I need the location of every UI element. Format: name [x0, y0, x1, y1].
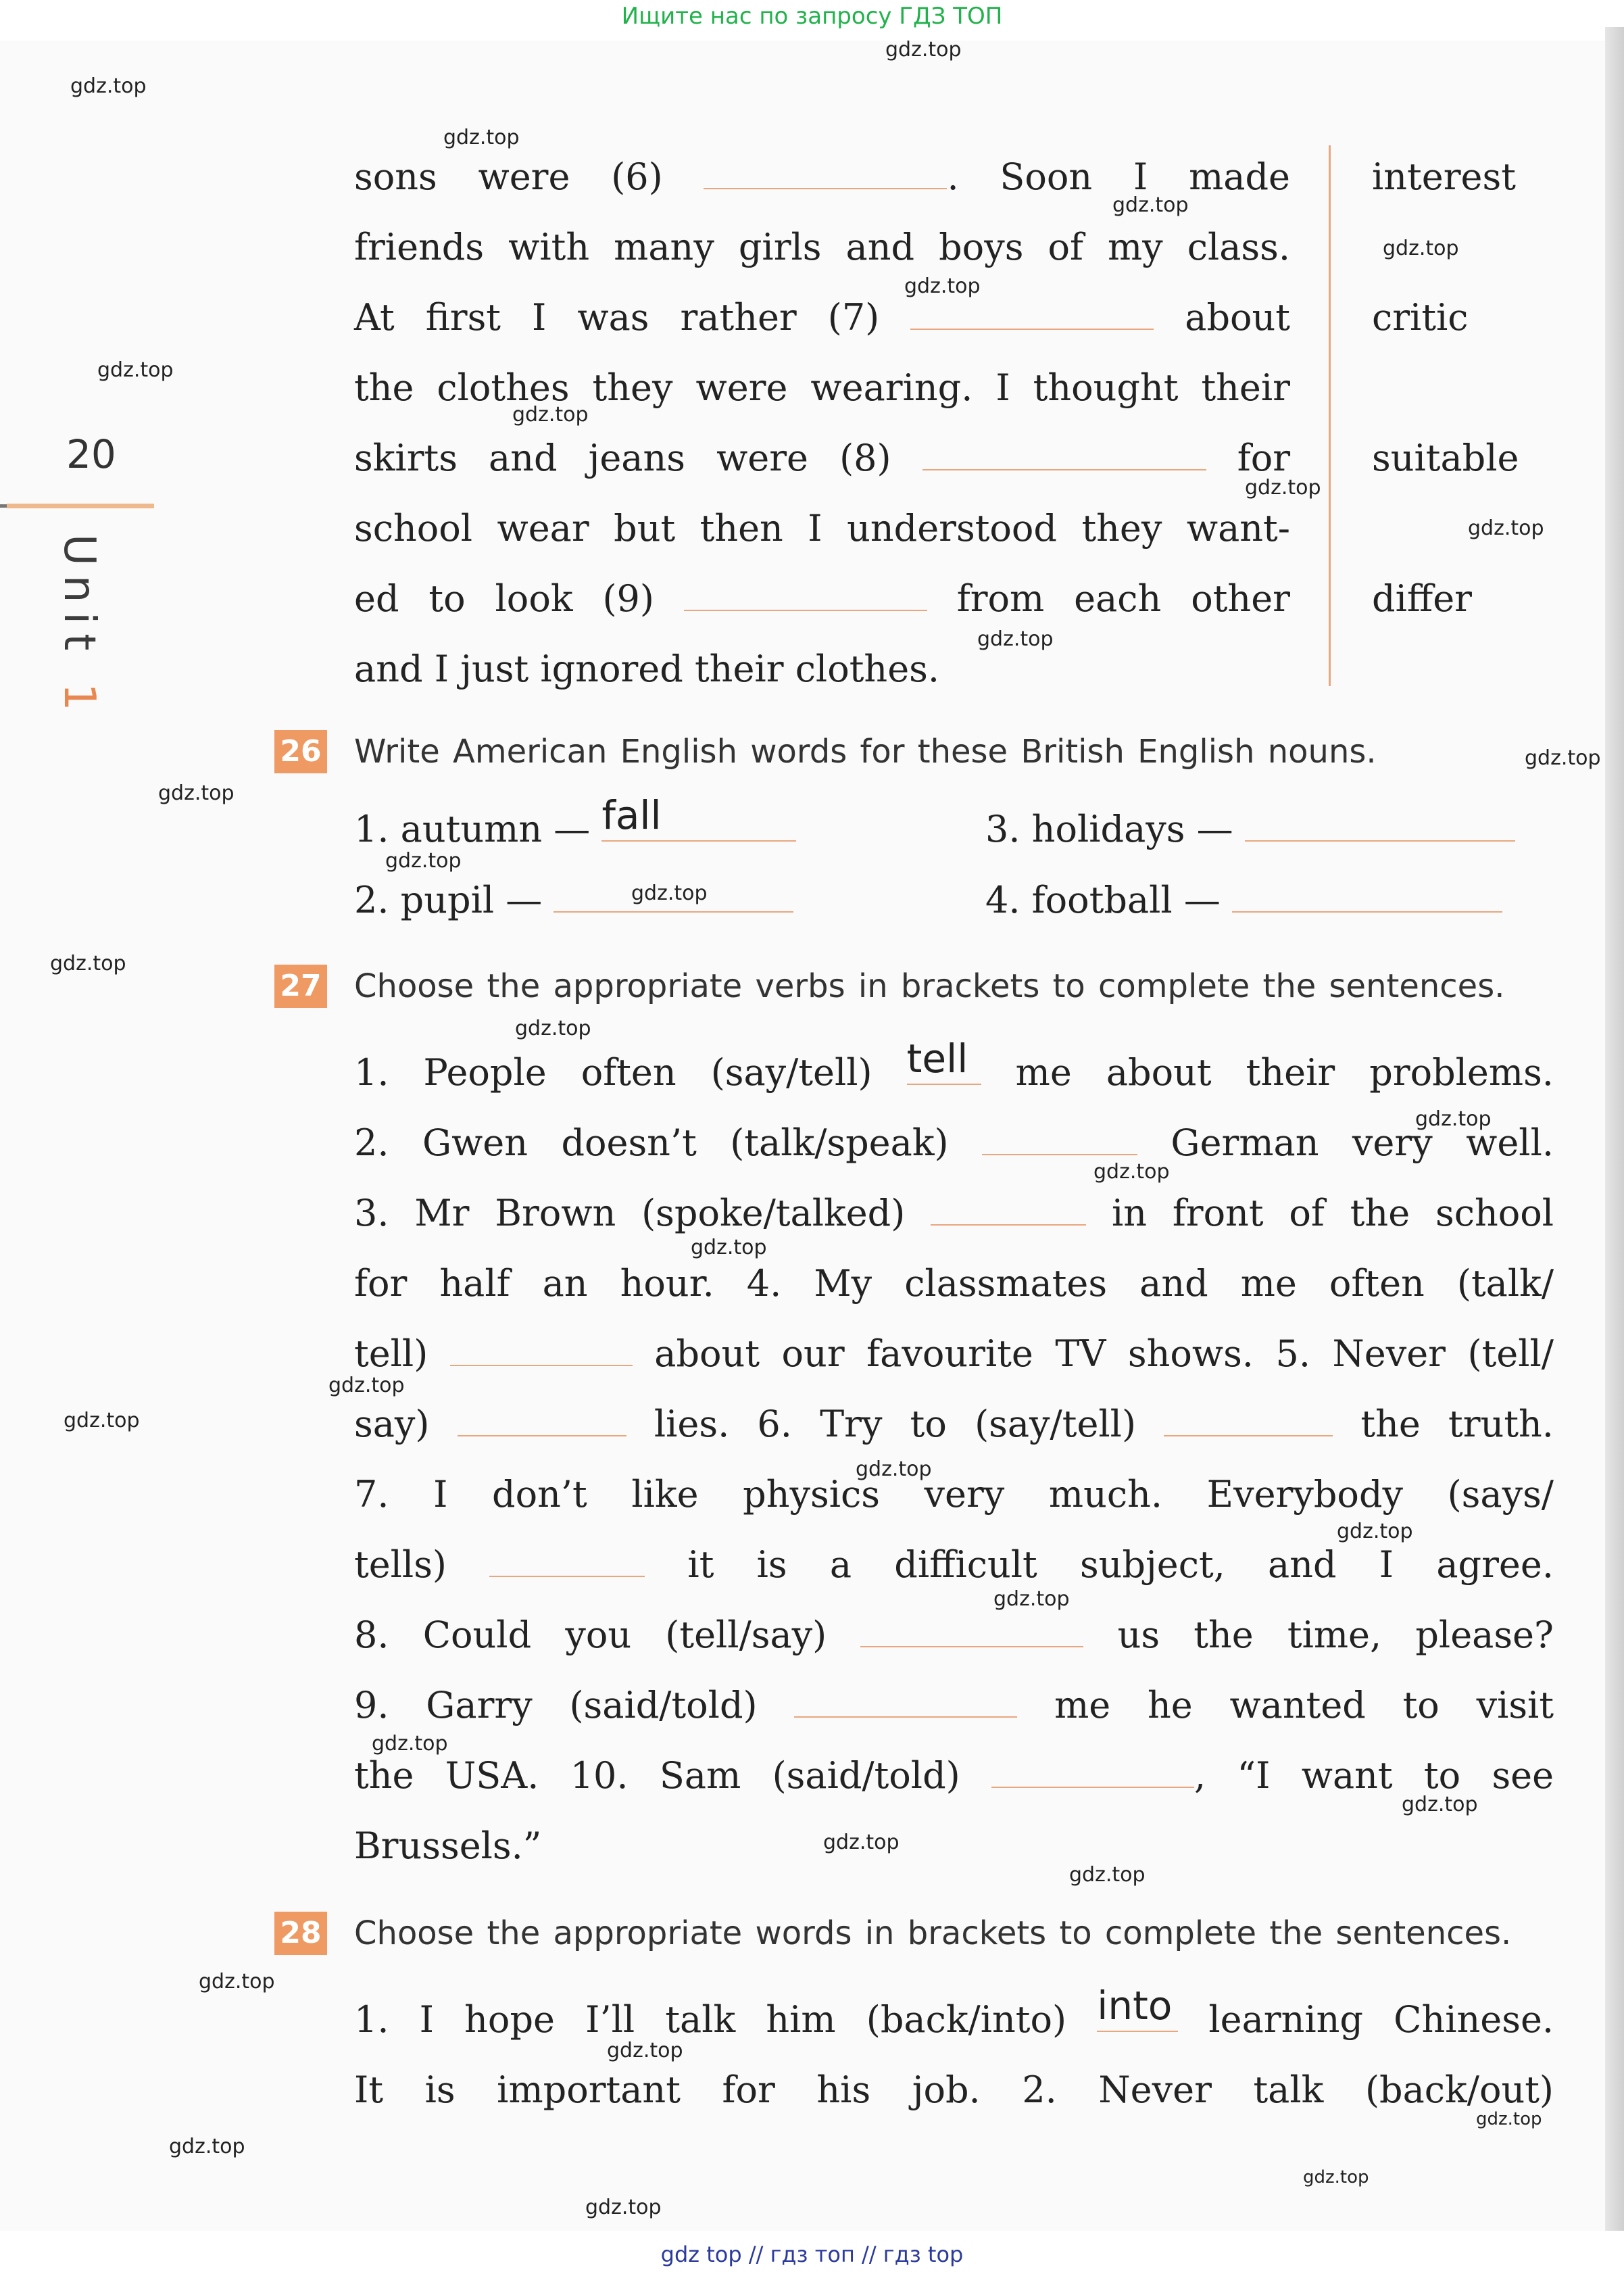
- exercise-27-badge: 27: [274, 965, 327, 1008]
- ex25-lines-line-1: sons were (6) . Soon I made: [354, 155, 1291, 198]
- ex25-lines-line-6: school wear but then I understood they want-: [354, 507, 1290, 550]
- watermark: gdz.top: [328, 1374, 405, 1397]
- ex27-lines-line-10: 9. Garry (said/told) me he wanted to visit: [354, 1684, 1554, 1726]
- answer-blank[interactable]: [489, 1545, 645, 1577]
- ex26-item-3-text: 3. holidays —: [985, 808, 1233, 850]
- ex26-item-1-text: 1. autumn —: [354, 808, 591, 850]
- watermark: gdz.top: [372, 1732, 448, 1756]
- watermark: gdz.top: [1303, 2167, 1369, 2187]
- cue-word-critic: critic: [1372, 296, 1469, 339]
- watermark: gdz.top: [169, 2135, 245, 2158]
- exercise-27-instruction: Choose the appropriate verbs in brackets to complete the sentences.: [354, 967, 1505, 1005]
- top-banner[interactable]: Ищите нас по запросу ГДЗ ТОП: [621, 3, 1003, 30]
- watermark: gdz.top: [1415, 1107, 1492, 1131]
- watermark: gdz.top: [515, 1017, 591, 1040]
- answer-blank[interactable]: [860, 1615, 1083, 1647]
- answer-blank[interactable]: [1097, 1983, 1178, 2032]
- footer-links[interactable]: gdz top // гдз топ // гдз top: [660, 2242, 964, 2267]
- ex25-lines-line-5: skirts and jeans were (8) for: [354, 437, 1291, 479]
- watermark: gdz.top: [585, 2196, 662, 2219]
- watermark: gdz.top: [443, 126, 520, 149]
- watermark: gdz.top: [1525, 746, 1601, 770]
- answer-blank[interactable]: [704, 157, 947, 189]
- ex27-lines-line-3: 3. Mr Brown (spoke/talked) in front of the school: [354, 1192, 1554, 1234]
- watermark: gdz.top: [512, 403, 589, 427]
- watermark: gdz.top: [977, 627, 1054, 651]
- exercise-28-badge: 28: [274, 1912, 327, 1955]
- ex27-lines-line-8: tells) it is a difficult subject, and I agree.: [354, 1543, 1554, 1586]
- ex26-item-2-text: 2. pupil —: [354, 879, 543, 921]
- unit-label: [54, 534, 104, 720]
- watermark: gdz.top: [1093, 1160, 1170, 1184]
- watermark: gdz.top: [199, 1970, 275, 1993]
- ex27-lines-line-5: tell) about our favourite TV shows. 5. Never (tell/: [354, 1332, 1554, 1375]
- ex26-item-1: [354, 792, 796, 853]
- ex26-item-4-text: 4. football —: [985, 879, 1221, 921]
- answer-blank[interactable]: [982, 1123, 1137, 1155]
- exercise-26-instruction: Write American English words for these British English nouns.: [354, 733, 1377, 771]
- ex26-item-4-blank[interactable]: [1232, 880, 1502, 913]
- ex26-item-1-blank[interactable]: [601, 792, 796, 842]
- watermark: gdz.top: [691, 1236, 767, 1259]
- answer-blank[interactable]: [794, 1685, 1017, 1718]
- answer-blank[interactable]: [684, 579, 927, 611]
- unit-number: 1: [54, 683, 104, 721]
- cue-word-interest: interest: [1372, 155, 1516, 198]
- watermark: gdz.top: [1069, 1863, 1146, 1887]
- answer-blank[interactable]: [450, 1334, 633, 1366]
- ex26-item-3: [985, 806, 1515, 853]
- watermark: gdz.top: [70, 74, 147, 98]
- watermark: gdz.top: [631, 881, 708, 905]
- word-column-divider: [1329, 145, 1331, 686]
- ex27-lines-line-6: say) lies. 6. Try to (say/tell) the truth.: [354, 1403, 1554, 1445]
- ex28-lines-line-1: 1. I hope I’ll talk him (back/into) into learning Chinese.: [354, 1983, 1554, 2041]
- watermark: gdz.top: [904, 274, 981, 298]
- answer-blank[interactable]: [922, 438, 1206, 470]
- cue-word-differ: differ: [1372, 577, 1472, 620]
- ex27-lines-line-4: for half an hour. 4. My classmates and me often (talk/: [354, 1262, 1554, 1305]
- watermark: gdz.top: [158, 781, 235, 805]
- ex25-lines-line-2: friends with many girls and boys of my class.: [354, 226, 1291, 268]
- answer-blank[interactable]: [910, 297, 1154, 330]
- page-number: 20: [66, 431, 116, 477]
- watermark: gdz.top: [885, 38, 962, 62]
- answer-blank[interactable]: [931, 1193, 1086, 1226]
- cue-word-suitable: suitable: [1372, 437, 1519, 479]
- answer-blank[interactable]: [906, 1036, 981, 1085]
- ex25-lines-line-8: and I just ignored their clothes.: [354, 648, 940, 690]
- ex25-lines-line-3: At first I was rather (7) about: [354, 296, 1291, 339]
- watermark: gdz.top: [607, 2039, 683, 2062]
- filled-answer: tell: [906, 1036, 968, 1082]
- ex27-lines-line-11: the USA. 10. Sam (said/told) , “I want to see: [354, 1754, 1554, 1797]
- exercise-26-badge: 26: [274, 730, 327, 773]
- watermark: gdz.top: [823, 1831, 900, 1854]
- watermark: gdz.top: [1468, 516, 1544, 540]
- watermark: gdz.top: [856, 1457, 932, 1481]
- ex25-lines-line-7: ed to look (9) from each other: [354, 577, 1290, 620]
- margin-rule: [7, 504, 154, 508]
- ex26-item-1-answer: fall: [601, 792, 662, 838]
- answer-blank[interactable]: [458, 1404, 626, 1436]
- ex26-item-4: [985, 877, 1502, 924]
- ex25-lines-line-4: the clothes they were wearing. I thought their: [354, 366, 1290, 409]
- answer-blank[interactable]: [1164, 1404, 1333, 1436]
- filled-answer: into: [1097, 1983, 1173, 2029]
- ex28-lines-line-2: It is important for his job. 2. Never talk (back/out): [354, 2069, 1554, 2111]
- page-edge-shadow: [1605, 27, 1624, 2231]
- watermark: gdz.top: [1112, 193, 1189, 217]
- watermark: gdz.top: [993, 1587, 1070, 1611]
- watermark: gdz.top: [1476, 2109, 1542, 2129]
- watermark: gdz.top: [1337, 1520, 1413, 1543]
- ex27-lines-line-12: Brussels.”: [354, 1824, 542, 1867]
- watermark: gdz.top: [64, 1409, 140, 1432]
- ex26-item-2: [354, 877, 793, 924]
- ex27-lines-line-2: 2. Gwen doesn’t (talk/speak) German very well.: [354, 1121, 1554, 1164]
- answer-blank[interactable]: [991, 1756, 1194, 1788]
- ex27-lines-line-7: 7. I don’t like physics very much. Everybody (says/: [354, 1473, 1554, 1516]
- watermark: gdz.top: [50, 952, 126, 975]
- watermark: gdz.top: [385, 849, 462, 873]
- exercise-28-instruction: Choose the appropriate words in brackets to complete the sentences.: [354, 1914, 1512, 1952]
- watermark: gdz.top: [1245, 476, 1321, 500]
- ex26-item-3-blank[interactable]: [1245, 809, 1515, 842]
- watermark: gdz.top: [1402, 1793, 1478, 1816]
- watermark: gdz.top: [1383, 237, 1459, 260]
- unit-word: Unit: [54, 534, 104, 660]
- ex27-lines-line-1: 1. People often (say/tell) tell me about their problems.: [354, 1036, 1554, 1094]
- watermark: gdz.top: [97, 358, 174, 382]
- ex27-lines-line-9: 8. Could you (tell/say) us the time, please?: [354, 1614, 1554, 1656]
